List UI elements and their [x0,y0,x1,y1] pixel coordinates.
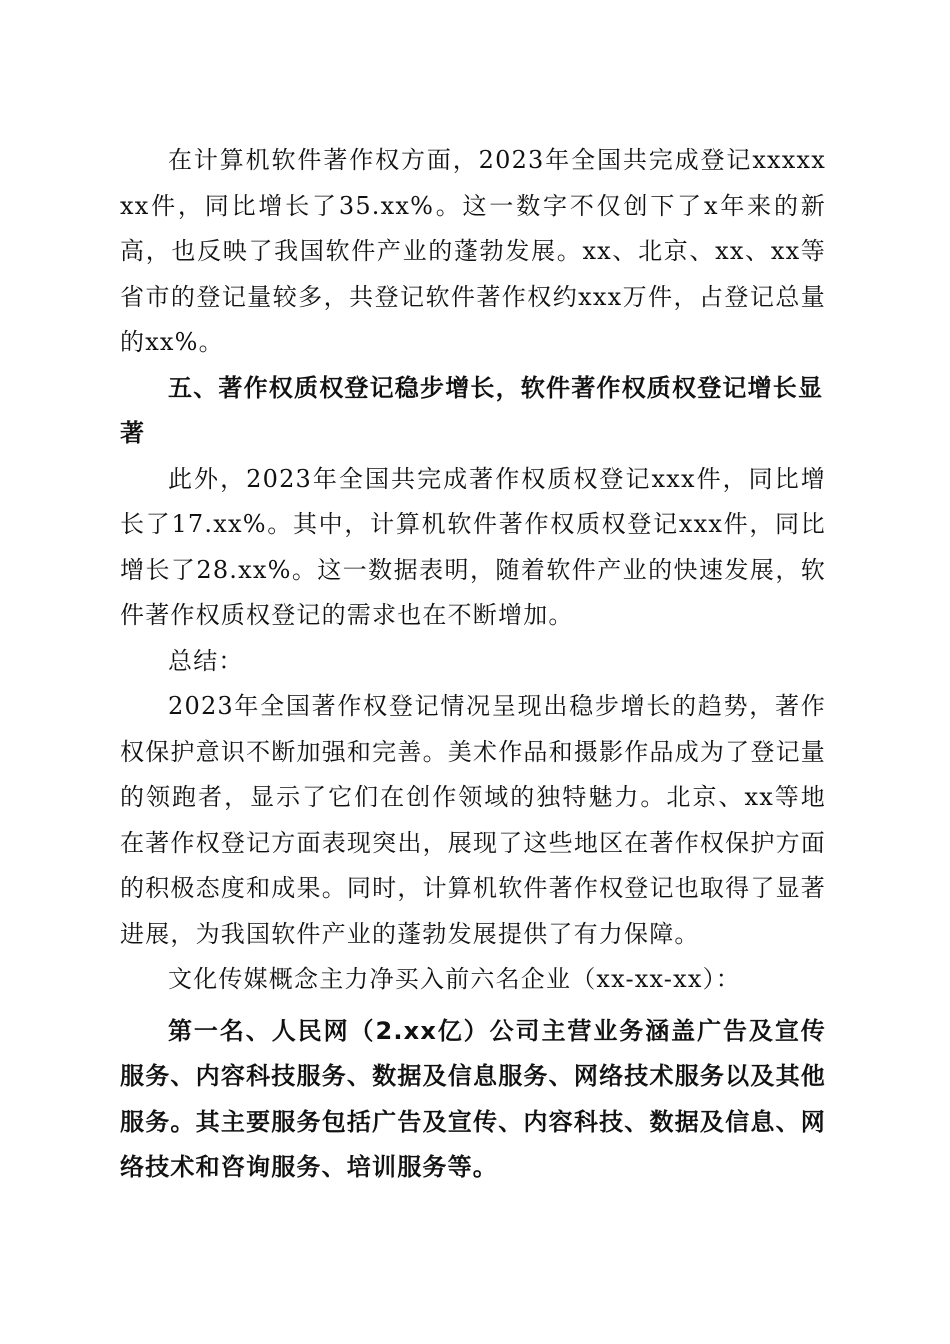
paragraph-rank-one: 第一名、人民网（2.xx亿）公司主营业务涵盖广告及宣传服务、内容科技服务、数据及信息服务、网络技术服务以及其他服务。其主要服务包括广告及宣传、内容科技、数据及信息、网络技术和咨询服务、培训服务等。 [120,1016,826,1181]
paragraph-pledge-registration: 此外，2023年全国共完成著作权质权登记xxx件，同比增长了17.xx%。其中，计算机软件著作权质权登记xxx件，同比增长了28.xx%。这一数据表明，随着软件产业的快速发展，软件著作权质权登记的需求也在不断增加。 [120,464,826,629]
summary-label: 总结： [168,646,244,675]
paragraph-summary: 2023年全国著作权登记情况呈现出稳步增长的趋势，著作权保护意识不断加强和完善。美术作品和摄影作品成为了登记量的领跑者，显示了它们在创作领域的独特魅力。北京、xx等地在著作权登记方面表现突出，展现了这些地区在著作权保护方面的积极态度和成果。同时，计算机软件著作权登记也取得了显著进展，为我国软件产业的蓬勃发展提供了有力保障。 [120,692,826,948]
paragraph-software-copyright: 在计算机软件著作权方面，2023年全国共完成登记xxxxxxx件，同比增长了35.xx%。这一数字不仅创下了x年来的新高，也反映了我国软件产业的蓬勃发展。xx、北京、xx、xx等省市的登记量较多，共登记软件著作权约xxx万件，占登记总量的xx%。 [120,146,826,356]
document-body [120,138,826,1191]
paragraph-top-six-intro: 文化传媒概念主力净买入前六名企业（xx-xx-xx）： [168,965,741,993]
section-heading-5: 五、著作权质权登记稳步增长，软件著作权质权登记增长显著 [120,373,824,447]
